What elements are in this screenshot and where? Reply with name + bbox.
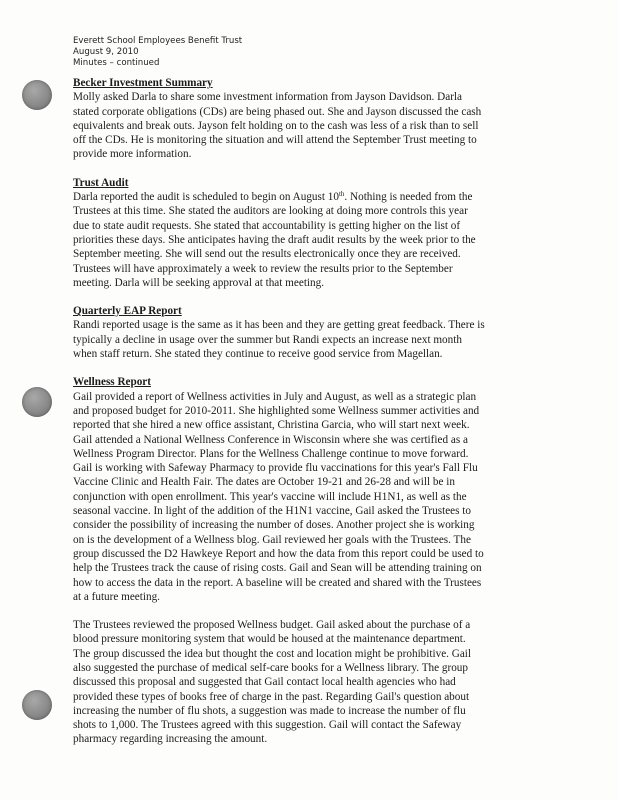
ordinal-suffix: th — [338, 190, 345, 199]
text-line: Randi reported usage is the same as it has been and they are getting great feedback. There is — [73, 319, 485, 332]
text-line: group discussed the D2 Hawkeye Report and how the data from this report could be used to — [73, 547, 484, 560]
text-line: shots to 1,000. The Trustees agreed with this suggestion. Gail will contact the Safeway — [73, 719, 462, 732]
text-line: provided these types of books free of charge in the past. Regarding Gail's question about — [73, 690, 470, 703]
text-line: Gail is working with Safeway Pharmacy to provide flu vaccinations for this year's Fall Flu — [73, 462, 478, 475]
text-line: equivalents and break outs. Jayson felt holding on to the cash was less of a risk than to sell — [73, 119, 479, 132]
minutes-body — [73, 76, 545, 761]
text-line — [73, 190, 545, 204]
text-line: how to access the data in the report. A baseline will be created and shared with the Trustees — [73, 576, 482, 589]
text-line: blood pressure monitoring system that would be housed at the maintenance department. — [73, 633, 466, 646]
header-date: August 9, 2010 — [73, 47, 139, 57]
text-fragment: Darla reported the audit is scheduled to begin on August 10 — [73, 191, 339, 204]
text-line: increasing the number of flu shots, a suggestion was made to increase the number of flu — [73, 704, 466, 717]
text-line: also suggested the purchase of medical self-care books for a Wellness library. The group — [73, 661, 468, 674]
text-line: reported that she hired a new office assistant, Christina Garcia, who will start next week. — [73, 419, 470, 432]
text-line: when staff return. She stated they continue to receive good service from Magellan. — [73, 348, 443, 361]
paragraph — [73, 190, 545, 290]
text-line: discussed this proposal and suggested that Gail contact local health agencies who had — [73, 676, 456, 689]
text-line: typically a decline in usage over the summer but Randi expects an increase next month — [73, 333, 462, 346]
section-title: Wellness Report — [73, 376, 151, 389]
header-organization: Everett School Employees Benefit Trust — [73, 36, 243, 46]
text-line: The Trustees reviewed the proposed Wellness budget. Gail asked about the purchase of a — [73, 619, 471, 632]
header-subtitle: Minutes – continued — [73, 58, 160, 68]
text-line: Wellness Program Director. Plans for the Wellness Challenge continue to move forward. — [73, 447, 469, 460]
text-line: Vaccine Clinic and Health Fair. The dates are October 19-21 and 26-28 and will be in — [73, 476, 455, 489]
text-line: at a future meeting. — [73, 590, 160, 603]
punch-hole — [22, 80, 52, 110]
text-line: Molly asked Darla to share some investment information from Jayson Davidson. Darla — [73, 91, 462, 104]
text-line: on is the development of a Wellness blog. Gail reviewed her goals with the Trustees. The — [73, 533, 471, 546]
section-title: Becker Investment Summary — [73, 77, 213, 89]
text-line: meeting. Darla will be seeking approval at that meeting. — [73, 276, 325, 289]
text-line: stated corporate obligations (CDs) are being phased out. She and Jayson discussed the cash — [73, 105, 482, 118]
text-fragment: . Nothing is needed from the — [344, 191, 473, 204]
section-wellness — [73, 375, 545, 746]
paragraph — [73, 390, 545, 604]
section-title: Trust Audit — [73, 176, 129, 189]
section-becker — [73, 76, 545, 162]
paragraph — [73, 90, 545, 161]
text-line: consider the possibility of increasing the number of doses. Another project she is working — [73, 519, 475, 532]
text-line: provide more information. — [73, 148, 192, 161]
paragraph — [73, 618, 545, 747]
punch-hole — [22, 387, 52, 417]
text-line: Gail provided a report of Wellness activities in July and August, as well as a strategic plan — [73, 390, 477, 403]
text-line: conjunction with open enrollment. This year's vaccine will include H1N1, as well as the — [73, 490, 467, 503]
text-line: priorities these days. She anticipates having the draft audit results by the week prior to the — [73, 233, 476, 246]
page-header — [73, 36, 242, 69]
paragraph — [73, 318, 545, 361]
section-title: Quarterly EAP Report — [73, 305, 182, 318]
text-line: pharmacy regarding increasing the amount. — [73, 733, 268, 746]
text-line: and proposed budget for 2010-2011. She highlighted some Wellness summer activities and — [73, 404, 480, 417]
text-line: Trustees at this time. She stated the auditors are looking at doing more controls this year — [73, 205, 468, 218]
text-line: help the Trustees track the cause of rising costs. Gail and Sean will be attending training on — [73, 562, 482, 575]
text-line: due to state audit requests. She stated that accountability is getting higher on the list of — [73, 219, 461, 232]
text-line: Gail attended a National Wellness Conference in Wisconsin where she was certified as a — [73, 433, 468, 446]
punch-hole — [22, 690, 52, 720]
section-eap — [73, 304, 545, 361]
text-line: September meeting. She will send out the results electronically once they are received. — [73, 248, 461, 261]
text-line: Trustees will have approximately a week to review the results prior to the September — [73, 262, 453, 275]
text-line: seasonal vaccine. In light of the addition of the H1N1 vaccine, Gail asked the Trustees to — [73, 505, 471, 518]
text-line: off the CDs. He is monitoring the situation and will attend the September Trust meeting to — [73, 134, 477, 147]
section-audit — [73, 176, 545, 290]
text-line: The group discussed the idea but thought the cost and location might be prohibitive. Gail — [73, 647, 472, 660]
